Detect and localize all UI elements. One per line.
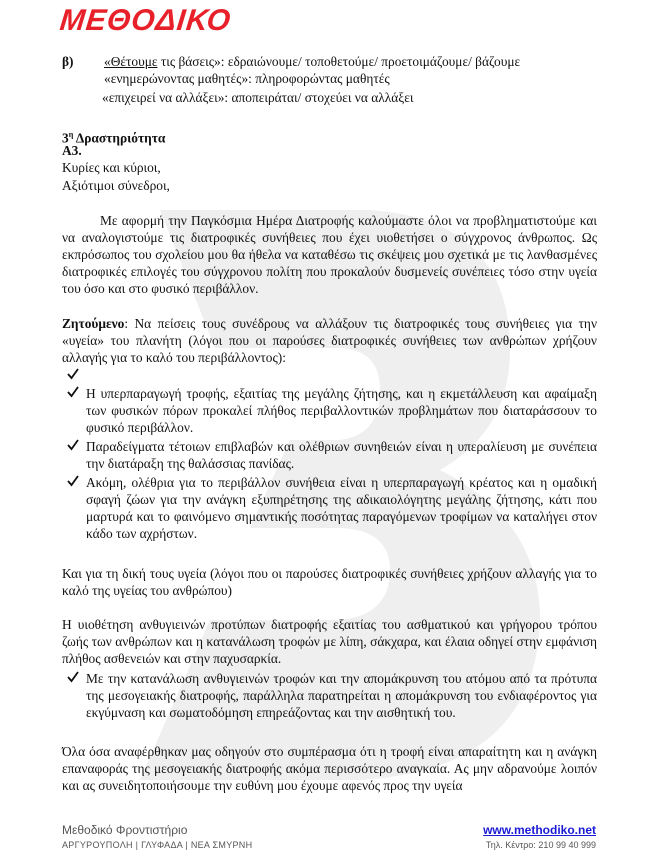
health-paragraph-text: Η υιοθέτηση ανθυγιεινών προτύπων διατροφής εξαιτίας του ασθματικού και γρήγορου τρόπου ζωής των ανθρώπων και η κατανάλωση τροφών με λίπη, σάκχαρα, και έλαια οδηγεί στην εμφάνιση πλήθος ασθενειών και στην παχυσαρκία.: [62, 617, 597, 666]
health-heading-text: Και για τη δική τους υγεία (λόγοι που οι παρούσες διατροφικές συνήθειες χρήζουν αλλαγής για το καλό της υγείας του ανθρώπου): [62, 566, 597, 598]
intro-paragraph: [62, 212, 597, 297]
list-item: [62, 474, 597, 542]
vocab-line-1: [104, 53, 520, 70]
footer-brand: Μεθοδικό Φροντιστήριο: [62, 823, 188, 837]
checkmark-icon: [66, 670, 80, 684]
intro-text: Με αφορμή την Παγκόσμια Ημέρα Διατροφής καλούμαστε όλοι να προβληματιστούμε και να αναλογιστούμε τις διατροφικές συνήθειες που έχει υιοθετήσει ο σύγχρονος άνθρωπος. Ως εκπρόσωπος του σχολείου μου θα ήθελα να καταθέσω τις σκέψεις μου σχετικά με τις λανθασμένες διατροφικές επιλογές του σύγχρονου πολίτη που προκαλούν δυσμενείς συνέπειες τόσο στην υγεία του όσο και στο φυσικό περιβάλλον.: [62, 213, 597, 296]
list-item: [62, 385, 597, 436]
requested-label: Ζητούμενο: [62, 316, 125, 331]
section-label: β): [62, 54, 74, 69]
requested-text: : Να πείσεις τους συνέδρους να αλλάξουν τις διατροφικές τους συνήθειες για την «υγεία» του πλανήτη (λόγοι που οι παρούσες διατροφικές συνήθειες των ανθρώπων χρήζουν αλλαγής για το καλό του περιβάλλοντος):: [62, 316, 597, 365]
activity-superscript: η: [68, 130, 74, 139]
footer-phone: Τηλ. Κέντρο: 210 99 40 999: [485, 840, 596, 850]
activity-subtitle: Α3.: [62, 143, 82, 158]
greeting-line-1: Κυρίες και κύριοι,: [62, 160, 161, 175]
vocab-line-3: «επιχειρεί να αλλάξει»: αποπειράται/ στοχεύει να αλλάξει: [102, 90, 414, 105]
list-item-text: Ακόμη, ολέθρια για το περιβάλλον συνήθεια είναι η υπερπαραγωγή κρέατος και η ομαδική σφαγή ζώων για την ανάγκη εξυπηρέτησης της αδικαιολόγητης μεγάλης ζήτησης, κάτι που μαρτυρά και το φαινόμενο σημαντικής ποσότητας παραγόμενων τροφίμων να καταλήγει στον κάδο των αχρήστων.: [86, 475, 597, 541]
brand-logo: ΜΕΘΟΔΙΚΟ: [58, 4, 233, 37]
activity-number: 3: [62, 130, 69, 146]
footer-locations: ΑΡΓΥΡΟΥΠΟΛΗ | ΓΛΥΦΑΔΑ | ΝΕΑ ΣΜΥΡΝΗ: [62, 840, 253, 850]
list-item: [62, 670, 597, 721]
conclusion-paragraph: [62, 743, 597, 794]
list-item-text: Με την κατανάλωση ανθυγιεινών τροφών και την απομάκρυνση του ατόμου από τα πρότυπα της μεσογειακής διατροφής, παράλληλα παρατηρείται η απομάκρυνση του ενδιαφέροντος για εκγύμναση και σωματοδόμηση επηρεάζοντας και την αισθητική του.: [86, 671, 597, 720]
list-item: [62, 438, 597, 472]
footer-website-link[interactable]: www.methodiko.net: [483, 823, 596, 837]
list-item-text: Η υπερπαραγωγή τροφής, εξαιτίας της μεγάλης ζήτησης, και η εκμετάλλευση και αφαίμαξη των φυσικών πόρων προκαλεί πλήθος περιβαλλοντικών προβλημάτων που διαταράσσουν το φυσικό περιβάλλον.: [86, 386, 597, 435]
checkmark-icon: [66, 474, 80, 488]
vocab-line-2: «ενημερώνοντας μαθητές»: πληροφορώντας μαθητές: [104, 71, 390, 86]
checkmark-icon: [66, 385, 80, 399]
health-heading: [62, 565, 597, 599]
vocab-line-1-text: τις βάσεις»: εδραιώνουμε/ τοποθετούμε/ προετοιμάζουμε/ βάζουμε: [157, 54, 521, 69]
activity-title: Δραστηριότητα: [73, 130, 166, 146]
conclusion-text: Όλα όσα αναφέρθηκαν μας οδηγούν στο συμπέρασμα ότι η τροφή είναι απαραίτητη και η ανάγκη επαναφοράς της μεσογειακής διατροφής ακόμα περισσότερο αναγκαία. Ας μην αδρανούμε λοιπόν και ας συνειδητοποιήσουμε την ευθύνη μου έχουμε αφενός προς την υγεία: [62, 744, 597, 793]
health-paragraph: [62, 616, 597, 667]
requested-paragraph: [62, 315, 597, 366]
greeting-line-2: Αξιότιμοι σύνεδροι,: [62, 178, 170, 193]
checkmark-icon: [66, 438, 80, 452]
vocab-term-underlined: «Θέτουμε: [104, 54, 158, 69]
list-item-text: Παραδείγματα τέτοιων επιβλαβών και ολέθριων συνηθειών είναι η υπεραλίευση με συνέπεια την διατάραξη της θαλάσσιας πανίδας.: [86, 439, 597, 471]
checkmark-icon: [66, 367, 80, 381]
